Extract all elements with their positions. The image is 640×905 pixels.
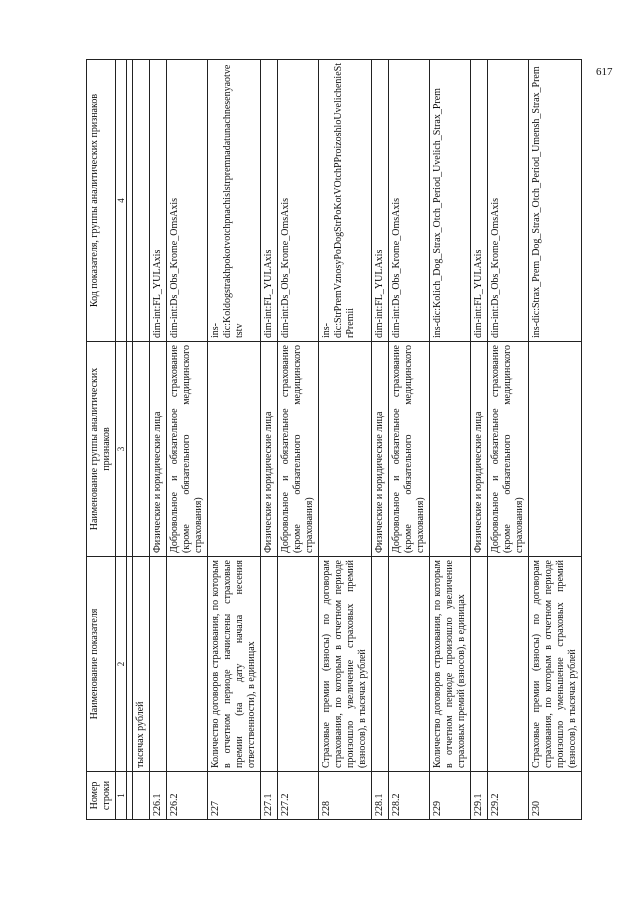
indicator-name	[167, 557, 208, 772]
indicator-code: dim-int:Ds_Obs_Krome_OmsAxis	[488, 60, 529, 342]
column-number: 2	[116, 557, 127, 772]
group-name: Добровольное и обязательное страхование (кроме обязательного медицинского страхования)	[167, 342, 208, 557]
indicator-name: Страховые премии (взносы) по договорам страхования, по которым в отчетном периоде произошло уменьшение страховых премий (взносов), в тысячах рублей	[529, 557, 582, 772]
group-name	[133, 342, 150, 557]
row-number: 226.1	[150, 772, 167, 820]
indicator-code: ins-dic:Strax_Prem_Dog_Strax_Otch_Period_Umensh_Strax_Prem	[529, 60, 582, 342]
group-name: Добровольное и обязательное страхование (кроме обязательного медицинского страхования)	[389, 342, 430, 557]
row-number: 227	[208, 772, 261, 820]
indicator-code: ins-dic:StrPremVznosyPoDogStrPoKotVOtchPProizoshloUvelichenieStrPremii	[319, 60, 372, 342]
table-row	[261, 60, 278, 820]
table-row	[133, 60, 150, 820]
table-row	[208, 60, 261, 820]
indicator-name	[488, 557, 529, 772]
table-row	[278, 60, 319, 820]
table-row	[529, 60, 582, 820]
indicator-name	[372, 557, 389, 772]
indicator-code: dim-int:Ds_Obs_Krome_OmsAxis	[389, 60, 430, 342]
group-name	[430, 342, 471, 557]
indicator-name	[261, 557, 278, 772]
column-number: 1	[116, 772, 127, 820]
group-name: Физические и юридические лица	[150, 342, 167, 557]
column-number-row	[116, 60, 127, 820]
column-number: 3	[116, 342, 127, 557]
indicator-name	[471, 557, 488, 772]
table-row	[167, 60, 208, 820]
table-row	[150, 60, 167, 820]
indicator-code: ins-dic:Koldogstrakhpokotvotchpnachislstrpremnadatunachnesenyaotvetstv	[208, 60, 261, 342]
indicator-name	[150, 557, 167, 772]
table-row	[488, 60, 529, 820]
column-number: 4	[116, 60, 127, 342]
header-indicator-name: Наименование показателя	[87, 557, 116, 772]
indicator-name: тысячах рублей	[133, 557, 150, 772]
group-name	[208, 342, 261, 557]
row-number: 229.2	[488, 772, 529, 820]
indicator-name	[389, 557, 430, 772]
row-number: 228.1	[372, 772, 389, 820]
header-group-name: Наименование группы аналитических признаков	[87, 342, 116, 557]
group-name: Физические и юридические лица	[261, 342, 278, 557]
rotated-page-content	[86, 60, 592, 820]
page-number: 617	[596, 66, 613, 78]
row-number	[133, 772, 150, 820]
table-row	[430, 60, 471, 820]
row-number: 226.2	[167, 772, 208, 820]
indicator-name: Количество договоров страхования, по которым в отчетном периоде произошло увеличение страховых премий (взносов), в единицах	[430, 557, 471, 772]
indicator-code: ins-dic:Kolich_Dog_Strax_Otch_Period_Uvelich_Strax_Prem	[430, 60, 471, 342]
indicator-code: dim-int:Ds_Obs_Krome_OmsAxis	[278, 60, 319, 342]
row-number: 229	[430, 772, 471, 820]
indicator-table	[86, 59, 582, 820]
group-name: Добровольное и обязательное страхование (кроме обязательного медицинского страхования)	[488, 342, 529, 557]
indicator-code: dim-int:FL_YULAxis	[150, 60, 167, 342]
group-name: Физические и юридические лица	[372, 342, 389, 557]
table-row	[319, 60, 372, 820]
row-number: 227.1	[261, 772, 278, 820]
indicator-code: dim-int:FL_YULAxis	[372, 60, 389, 342]
header-code: Код показателя, группы аналитических признаков	[87, 60, 116, 342]
group-name	[529, 342, 582, 557]
row-number: 229.1	[471, 772, 488, 820]
row-number: 227.2	[278, 772, 319, 820]
table-row	[389, 60, 430, 820]
row-number: 228	[319, 772, 372, 820]
table-header-row	[87, 60, 116, 820]
indicator-code: dim-int:FL_YULAxis	[471, 60, 488, 342]
group-name: Физические и юридические лица	[471, 342, 488, 557]
row-number: 228.2	[389, 772, 430, 820]
group-name	[319, 342, 372, 557]
indicator-code	[133, 60, 150, 342]
group-name: Добровольное и обязательное страхование (кроме обязательного медицинского страхования)	[278, 342, 319, 557]
indicator-name: Количество договоров страхования, по которым в отчетном периоде начислены страховые премии (на дату начала несения ответственности), в единицах	[208, 557, 261, 772]
indicator-name	[278, 557, 319, 772]
table-row	[471, 60, 488, 820]
header-row-number: Номер строки	[87, 772, 116, 820]
row-number: 230	[529, 772, 582, 820]
indicator-code: dim-int:Ds_Obs_Krome_OmsAxis	[167, 60, 208, 342]
indicator-code: dim-int:FL_YULAxis	[261, 60, 278, 342]
table-row	[372, 60, 389, 820]
indicator-name: Страховые премии (взносы) по договорам страхования, по которым в отчетном периоде произошло увеличение страховых премий (взносов), в тысячах рублей	[319, 557, 372, 772]
